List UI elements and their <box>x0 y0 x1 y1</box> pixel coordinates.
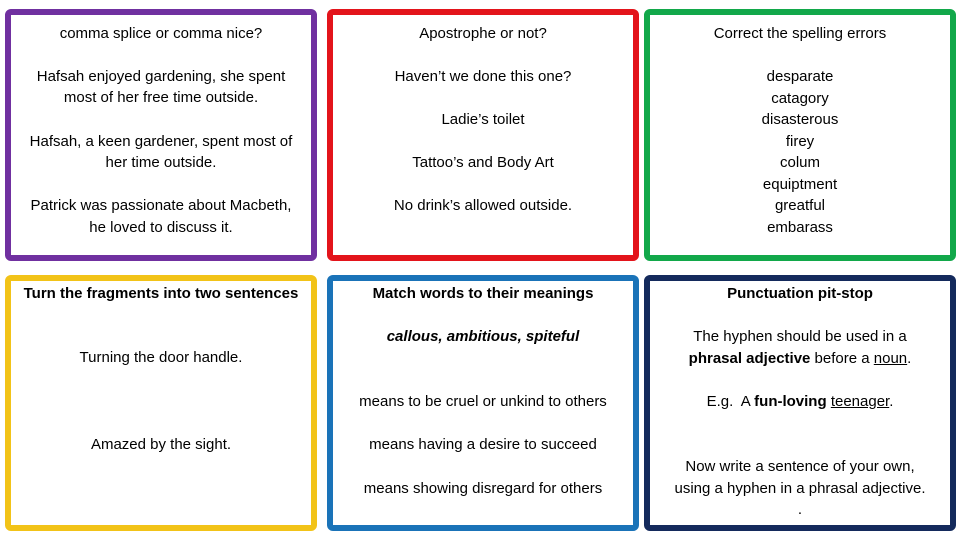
spelling-word: colum <box>779 154 820 171</box>
rule-phrasal-adjective: phrasal adjective <box>688 350 811 367</box>
example-teenager: teenager <box>830 393 890 410</box>
apostrophe-box-title: Apostrophe or not? <box>419 25 547 42</box>
match-meaning: means to be cruel or unkind to others <box>359 393 607 410</box>
example-prefix: E.g. A <box>706 393 755 410</box>
match-word-list: callous, ambitious, spiteful <box>386 328 580 345</box>
hyphen-box-title: Punctuation pit-stop <box>727 285 873 302</box>
match-meaning: means having a desire to succeed <box>369 436 597 453</box>
comma-sentence-1-line-1: Hafsah enjoyed gardening, she spent <box>36 68 286 85</box>
rule-noun: noun <box>873 350 908 367</box>
comma-sentence-1-line-2: most of her free time outside. <box>63 89 259 106</box>
apostrophe-box <box>327 9 639 261</box>
punctuation-pit-stop-box <box>644 275 956 531</box>
hyphen-task-line-3: . <box>797 501 803 518</box>
match-box-title: Match words to their meanings <box>372 285 594 302</box>
hyphen-rule-line-1: The hyphen should be used in a <box>693 328 907 345</box>
hyphen-task-line-2: using a hyphen in a phrasal adjective. <box>674 480 926 497</box>
apostrophe-item: Ladie’s toilet <box>441 111 525 128</box>
fragment-item: Amazed by the sight. <box>90 436 232 453</box>
comma-sentence-3-line-1: Patrick was passionate about Macbeth, <box>30 197 292 214</box>
hyphen-task-line-1: Now write a sentence of your own, <box>685 458 915 475</box>
comma-splice-box <box>5 9 317 261</box>
spelling-box-title: Correct the spelling errors <box>713 25 887 42</box>
apostrophe-item: Tattoo’s and Body Art <box>412 154 554 171</box>
spelling-word: desparate <box>766 68 834 85</box>
hyphen-example <box>650 391 950 413</box>
comma-sentence-2-line-1: Hafsah, a keen gardener, spent most of <box>29 133 293 150</box>
apostrophe-item: Haven’t we done this one? <box>394 68 572 85</box>
comma-sentence-2-line-2: her time outside. <box>105 154 217 171</box>
rule-before-a: before a <box>810 350 874 367</box>
example-period: . <box>889 393 894 410</box>
hyphen-rule-line-2 <box>650 348 950 370</box>
spelling-word: disasterous <box>761 111 839 128</box>
spelling-box <box>644 9 956 261</box>
comma-box-title: comma splice or comma nice? <box>59 25 263 42</box>
fragments-box <box>5 275 317 531</box>
spelling-word: firey <box>785 132 815 150</box>
match-box <box>327 275 639 531</box>
spelling-word: embarass <box>767 218 833 236</box>
spelling-word: greatful <box>774 197 826 214</box>
fragment-item: Turning the door handle. <box>79 349 243 366</box>
spelling-word: equiptment <box>762 175 838 193</box>
apostrophe-item: No drink’s allowed outside. <box>393 197 573 214</box>
fragments-box-title: Turn the fragments into two sentences <box>23 285 299 302</box>
example-fun-loving: fun-loving <box>754 393 827 410</box>
spelling-word: catagory <box>771 89 829 107</box>
match-meaning: means showing disregard for others <box>363 480 603 497</box>
rule-period: . <box>907 350 912 367</box>
comma-sentence-3-line-2: he loved to discuss it. <box>89 219 233 236</box>
